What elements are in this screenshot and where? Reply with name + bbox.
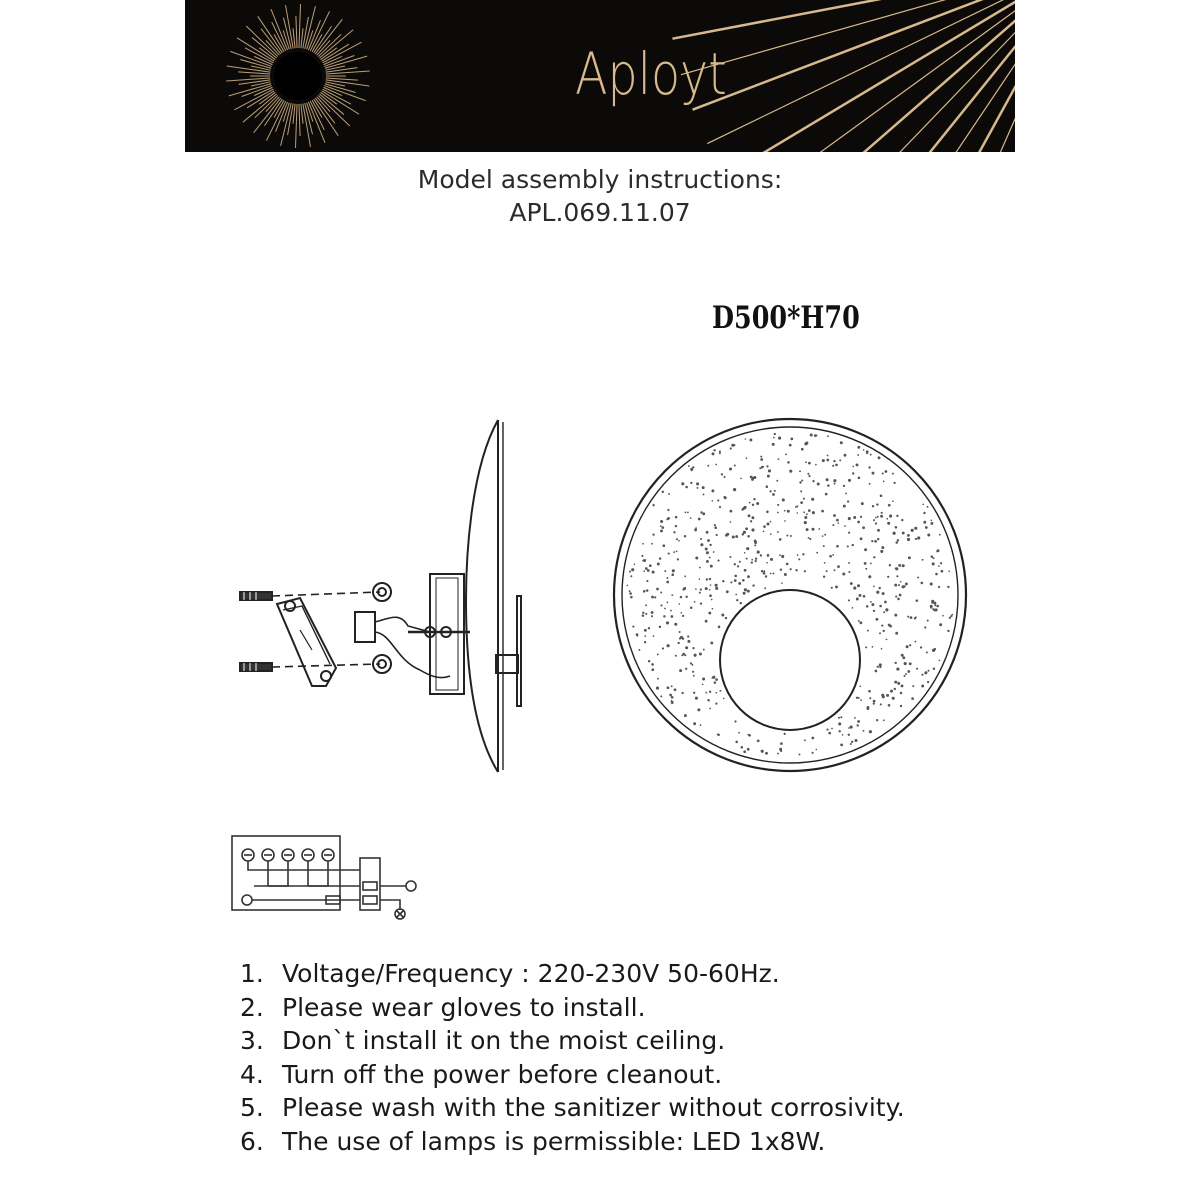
terminal-block-icon	[355, 612, 375, 642]
dimensions-label: D500*H70	[712, 300, 860, 336]
model-number: APL.069.11.07	[509, 198, 691, 227]
live-terminal-icon	[406, 881, 416, 891]
page-title: Model assembly instructions:	[417, 165, 783, 194]
lamp-center-disc-icon	[720, 590, 860, 730]
note-item: 1. Voltage/Frequency : 220-230V 50-60Hz.	[240, 959, 780, 988]
brand-logo-text: Aployt	[575, 40, 727, 108]
wall-plug-icon	[373, 655, 391, 673]
note-item: 6. The use of lamps is permissible: LED 1x8W.	[240, 1126, 826, 1156]
note-item: 5. Please wash with the sanitizer without corrosivity.	[240, 1093, 905, 1122]
note-item: 4. Turn off the power before cleanout.	[240, 1059, 723, 1089]
note-item: 3. Don`t install it on the moist ceiling.	[240, 1026, 726, 1055]
front-view-drawing	[614, 419, 966, 771]
instruction-notes	[240, 957, 905, 1158]
screw-icon	[240, 592, 272, 600]
note-item: 2. Please wear gloves to install.	[240, 992, 646, 1022]
wiring-diagram	[232, 836, 416, 919]
screw-icon	[240, 663, 272, 671]
wall-plug-icon	[373, 583, 391, 601]
terminal-screws	[242, 849, 334, 861]
lamp-shade-icon	[466, 420, 498, 772]
mounting-bracket-icon	[277, 598, 336, 686]
side-view-drawing	[240, 420, 521, 772]
